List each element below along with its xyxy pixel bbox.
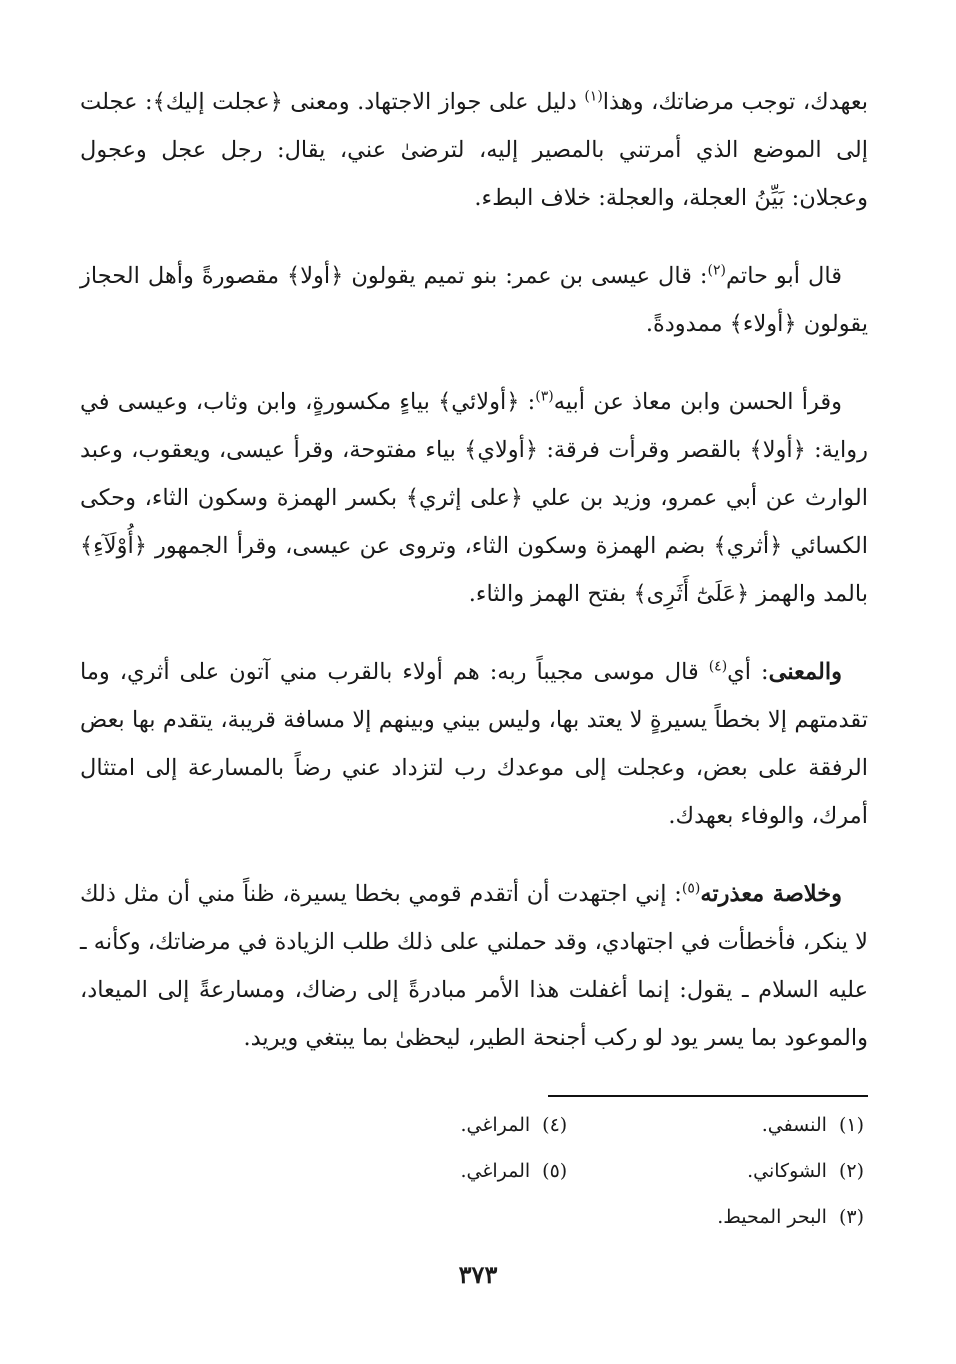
- footnote-number: (٣): [838, 1206, 864, 1228]
- footnote-item: [717, 1154, 864, 1200]
- text-run: دليل على جواز الاجتهاد. ومعنى ﴿عجلت إليك﴾: عجلت إلى الموضع الذي أمرتني بالمصير إليه، لترضىٰ عني، يقال: رجل عجل وعجول وعجلان: بَيِّنُ العجلة، والعجلة: خلاف البطء.: [80, 89, 868, 211]
- text-run: : قال عيسى بن عمر: بنو تميم يقولون ﴿أولا﴾ مقصورةً وأهل الحجاز يقولون ﴿أولاء﴾ ممدودةً.: [80, 263, 868, 337]
- text-run: : أي: [727, 659, 769, 685]
- footnote-ref-2[interactable]: (٢): [707, 262, 726, 279]
- paragraph-4: [80, 648, 868, 840]
- text-run: : ﴿أولائي﴾ بياءٍ مكسورةٍ، وابن وثاب، وعيسى في رواية: ﴿أولا﴾ بالقصر وقرأت فرقة: ﴿أولاي﴾ بياء مفتوحة، وقرأ عيسى، ويعقوب، وعبد الوارث عن أبي عمرو، وزيد بن علي ﴿على إثري﴾ بكسر الهمزة وسكون الثاء، وحكى الكسائي ﴿أثري﴾ بضم الهمزة وسكون الثاء، وتروى عن عيسى، وقرأ الجمهور ﴿أُوْلَآءِ﴾ بالمد والهمز ﴿عَلَىٰٓ أَثَرِى﴾ بفتح الهمز والثاء.: [80, 389, 868, 607]
- paragraph-2: [80, 252, 868, 348]
- footnote-item: [461, 1108, 568, 1154]
- footnote-number: (١): [838, 1114, 864, 1136]
- footnote-divider: [548, 1095, 868, 1097]
- footnote-column-1: [717, 1108, 864, 1246]
- footnote-number: (٤): [542, 1114, 568, 1136]
- footnote-ref-5[interactable]: (٥): [681, 880, 701, 897]
- text-run: قال أبو حاتم: [725, 263, 842, 289]
- footnote-ref-3[interactable]: (٣): [535, 388, 554, 405]
- footnote-text: النسفي.: [761, 1114, 827, 1136]
- text-run: بعهدك، توجب مرضاتك، وهذا: [602, 89, 868, 115]
- footnote-text: المراغي.: [460, 1160, 531, 1182]
- footnote-item: [717, 1200, 864, 1246]
- footnote-text: الشوكاني.: [747, 1160, 827, 1182]
- bold-heading-term: والمعنى: [768, 659, 842, 685]
- bold-heading-term: وخلاصة معذرته: [700, 881, 842, 907]
- text-run: قال موسى مجيباً ربه: هم أولاء بالقرب مني آتون على أثري، وما تقدمتهم إلا بخطاً يسيرةٍ لا يعتد بها، وليس بيني وبينهم إلا مسافة قريبة، يتقدم بها بعض الرفقة على بعض، وعجلت إلى موعدك رب لتزداد عني رضاً بالمسارعة إلى امتثال أمرك، والوفاء بعهدك.: [80, 659, 868, 829]
- footnote-ref-1[interactable]: (١): [584, 88, 603, 105]
- footnote-item: [461, 1154, 568, 1200]
- footnote-item: [717, 1108, 864, 1154]
- text-run: : إني اجتهدت أن أتقدم قومي بخطا يسيرة، ظناً مني أن مثل ذلك لا ينكر، فأخطأت في اجتهادي، وقد حملني على ذلك طلب الزيادة في مرضاتك، وكأنه ـ عليه السلام ـ يقول: إنما أغفلت هذا الأمر مبادرةً إلى رضاك، ومسارعةً إلى الميعاد، والموعود بما يسر يود لو ركب أجنحة الطير، ليحظىٰ بما يبتغي ويريد.: [80, 881, 868, 1051]
- paragraph-1: [80, 78, 868, 222]
- footnote-ref-4[interactable]: (٤): [708, 658, 728, 675]
- footnote-column-2: [461, 1108, 568, 1246]
- paragraph-5: [80, 870, 868, 1062]
- footnotes: [344, 1108, 864, 1246]
- paragraph-3: [80, 378, 868, 618]
- footnote-text: المراغي.: [460, 1114, 531, 1136]
- text-run: وقرأ الحسن وابن معاذ عن أبيه: [553, 389, 842, 415]
- footnote-number: (٥): [542, 1160, 568, 1182]
- footnote-text: البحر المحيط.: [717, 1206, 827, 1228]
- main-text: [80, 78, 868, 1092]
- page-number: ٣٧٣: [458, 1260, 498, 1289]
- footnote-number: (٢): [838, 1160, 864, 1182]
